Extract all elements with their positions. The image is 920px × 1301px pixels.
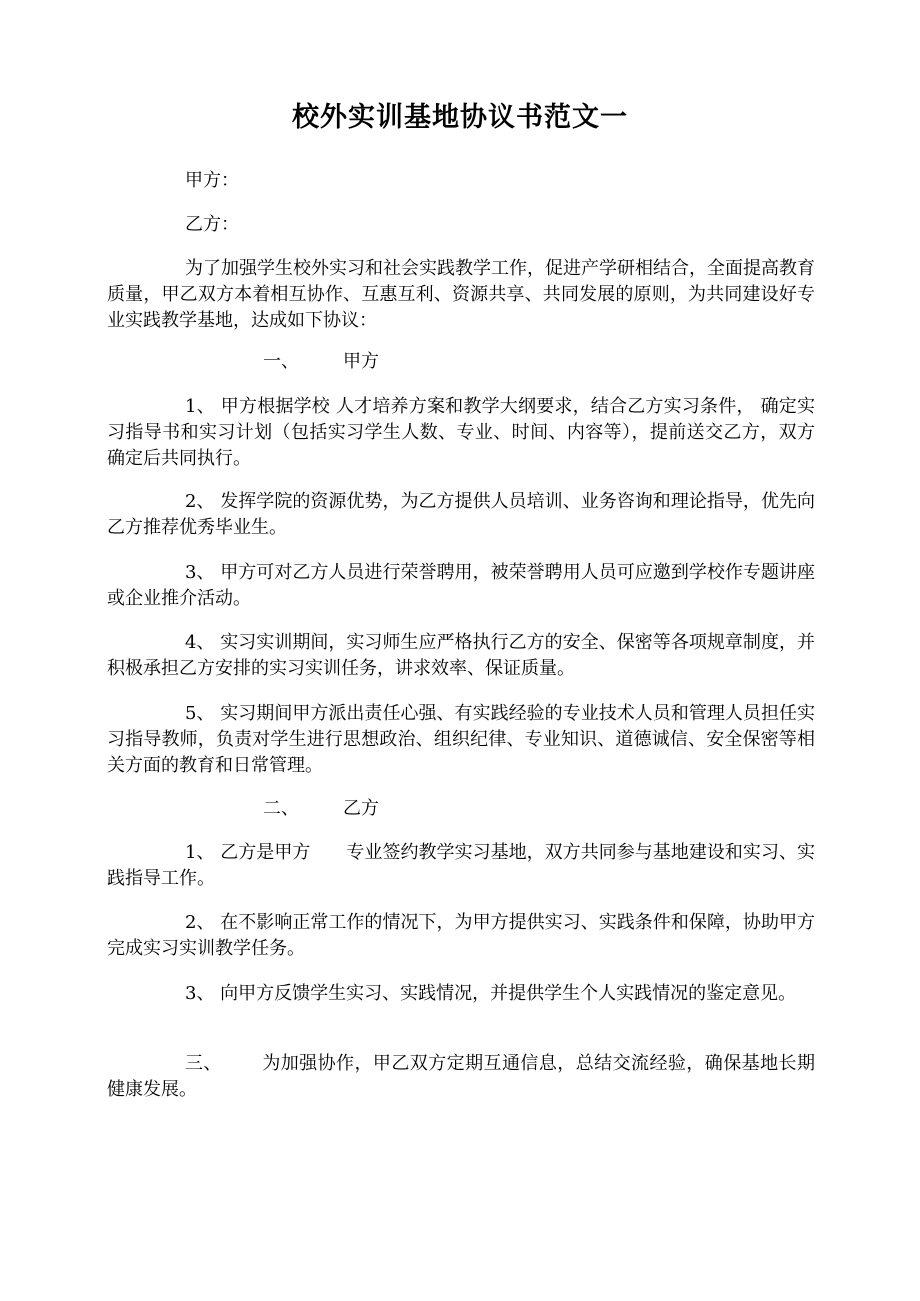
section-1-item-1: 1、 甲方根据学校 人才培养方案和教学大纲要求，结合乙方实习条件， 确定实习指导书和实习计划（包括实习学生人数、专业、时间、内容等），提前送交乙方，双方确定后共同执行。	[107, 396, 815, 469]
section-2-item-3: 3、 向甲方反馈学生实习、实践情况，并提供学生个人实践情况的鉴定意见。	[185, 983, 797, 1004]
section-1-item-5: 5、 实习期间甲方派出责任心强、有实践经验的专业技术人员和管理人员担任实习指导教师，负责对学生进行思想政治、组织纪律、专业知识、道德诚信、安全保密等相关方面的教育和日常管理。	[107, 703, 815, 776]
section-1-item-3: 3、 甲方可对乙方人员进行荣誉聘用，被荣誉聘用人员可应邀到学校作专题讲座或企业推介活动。	[107, 562, 815, 609]
document-title: 校外实训基地协议书范文一	[292, 102, 628, 133]
section-3-number: 三、	[185, 1053, 222, 1074]
section-2-label: 乙方	[343, 798, 379, 819]
section-2-item-1	[107, 840, 815, 892]
section-2-item-1-end: 专业签约教学实习基地，双方共同参与基地建设和实习、实践指导工作。	[107, 842, 815, 889]
section-1-label: 甲方	[343, 351, 379, 372]
section-2-number: 二、	[263, 798, 299, 819]
section-1-item-2: 2、 发挥学院的资源优势，为乙方提供人员培训、业务咨询和理论指导，优先向乙方推荐优秀毕业生。	[107, 491, 815, 538]
party-a-line: 甲方：	[185, 170, 239, 191]
intro-paragraph: 为了加强学生校外实习和社会实践教学工作，促进产学研相结合，全面提高教育质量，甲乙双方本着相互协作、互惠互利、资源共享、共同发展的原则，为共同建设好专业实践教学基地，达成如下协议：	[107, 258, 815, 331]
section-1-item-4: 4、 实习实训期间，实习师生应严格执行乙方的安全、保密等各项规章制度，并积极承担乙方安排的实习实训任务，讲求效率、保证质量。	[107, 632, 815, 679]
section-2-heading	[107, 796, 815, 822]
section-1-heading	[107, 349, 815, 375]
section-2-item-2: 2、 在不影响正常工作的情况下，为甲方提供实习、实践条件和保障，协助甲方完成实习实训教学任务。	[107, 912, 815, 959]
section-2-item-1-start: 1、 乙方是甲方	[185, 842, 311, 863]
section-3-text: 为加强协作，甲乙双方定期互通信息，总结交流经验，确保基地长期 健康发展。	[107, 1053, 815, 1100]
party-b-line: 乙方：	[185, 214, 239, 235]
section-1-number: 一、	[263, 351, 299, 372]
section-3-paragraph	[107, 1051, 815, 1103]
